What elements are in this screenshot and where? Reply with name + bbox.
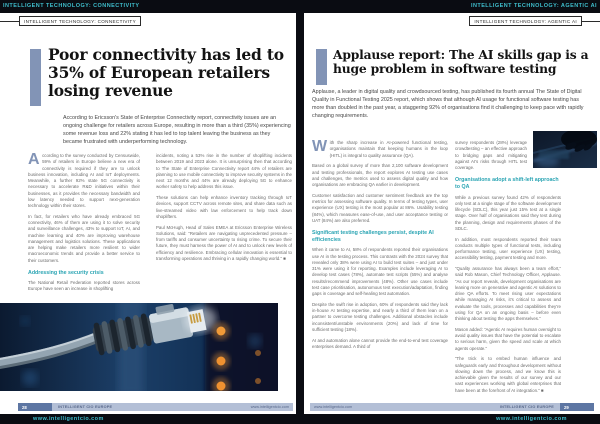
- headline-accent-bar: [30, 49, 41, 106]
- section-subheading: Significant testing challenges persist, despite AI efficiencies: [312, 230, 434, 243]
- footer-brand-label: INTELLIGENT CIO EUROPE: [58, 405, 113, 409]
- body-paragraph: According to the survey conducted by Censuswide, 59% of retailers in Europe believe a new era of connectivity is required if they are to unlock business innovation, including AI and IoT deployments. Meanwhile, a further 92% state 5G connectivity is necessary to accelerate R&D initiatives within their businesses, as it provides the necessary bandwidth and low latency needed to support next-generation technology within their stores.: [28, 151, 140, 208]
- page-footer-bar: [310, 403, 594, 411]
- body-paragraph: incidents, noting a 53% rise in the number of shoplifting incidents between 2019 and 2023 alone. It is unsurprising then that according to The State of Enterprise Connectivity report 44% of retailers are planning to use mobile connectivity to improve security systems in the next 12 months and 44% are already deploying 5G to enhance worker safety to help address this issue.: [156, 153, 292, 190]
- page-number-badge: 28: [18, 403, 52, 411]
- right-page: [304, 13, 600, 414]
- body-paragraph: “The trick is to embed human influence and safeguards early and throughout development without slowing down the process, and we know this is achievable given the results of our survey and our vast experiences working with global enterprises that have been at the forefront of AI integration.” ■: [455, 356, 561, 393]
- body-paragraph: In fact, for retailers who have already embraced 5G connectivity, 46% of them are using it to solve security and surveillance challenges, 43% to support IoT, AI, and machine learning and 40% are improving warehouse management and logistics solutions. These applications are helping make retailers more resilient to wider macroeconomic trends and provide a better service to their customers.: [28, 213, 140, 263]
- body-column-1: [28, 153, 140, 303]
- body-paragraph: “Quality assurance has always been a team effort,” said Rob Mason, Chief Technology Officer, Applause. “As our report reveals, development organisations are leaning more on generative and agentic AI solutions to drive QA efforts. To meet rising user expectations while managing AI risks, it's critical to assess and evaluate the tools, processes and capabilities they're using for QA on an ongoing basis – before even thinking about testing the apps themselves.”: [455, 266, 561, 322]
- section-runner: INTELLIGENT TECHNOLOGY: CONNECTIVITY: [19, 16, 141, 26]
- headline-accent-bar: [316, 49, 327, 85]
- ethernet-cable-photo: [0, 303, 278, 391]
- body-paragraph: Despite the swift rise in adoption, 60% of respondents said they lack in-house AI testing expertise, and nearly a third of them lean on a partner to overcome testing challenges. Additional obstacles include inconsistent/unstable environments (20%) and lack of time for sufficient testing (18%).: [312, 301, 448, 332]
- body-paragraph: The National Retail Federation reported stores across Europe have seen an increase in shoplifting: [28, 280, 140, 292]
- standfirst: Applause, a leader in digital quality and crowdsourced testing, has published its fourth annual The State of Digital Quality in Functional Testing 2025 report, which shows that although AI usage for functional software testing has more than doubled in the past year, a staggering 92% of organisations find it challenging to keep pace with rapidly changing requirements.: [312, 89, 584, 120]
- body-paragraph: Paul McHugh, Head of Sales EMEA at Ericsson Enterprise Wireless Solutions, said: “Retailers are navigating unprecedented pressure – from tariffs and consumer uncertainty to rising crime. To secure their future, they must harness the power of AI and to unlock new levels of efficiency and resilience. Embracing cellular innovation is essential to transforming operations and thriving in a rapidly changing world.” ■: [156, 224, 292, 261]
- body-paragraph: These solutions can help enhance inventory tracking through IoT devices, support CCTV across remote sites, and share data such as live-streamed video with law enforcement to help track down shoplifters.: [156, 195, 292, 219]
- page-number-badge: 29: [560, 403, 594, 411]
- top-band-left-label: INTELLIGENT TECHNOLOGY: CONNECTIVITY: [3, 3, 140, 9]
- body-column-2: [156, 153, 292, 305]
- section-runner: INTELLIGENT TECHNOLOGY: AGENTIC AI: [469, 16, 582, 26]
- top-band-right-label: INTELLIGENT TECHNOLOGY: AGENTIC AI: [470, 3, 597, 9]
- footer-website-label: www.intelligentcio.com: [314, 405, 353, 409]
- standfirst: According to Ericsson's State of Enterprise Connectivity report, connectivity issues are an ongoing challenge for retailers across Europe, resulting in more than a third (35%) experiencing some revenue loss and 22% stating it has led to top talent leaving the business as they became frustrated with underperforming technology.: [63, 115, 291, 146]
- body-paragraph: While a previous survey found 42% of respondents only test at a single stage of the software development lifecycle (SDLC), this year just 15% test at a single stage. Over half of organisations said they test during the planning, design and requirements phases of the SDLC.: [455, 194, 561, 231]
- page-footer-bar: [18, 403, 293, 411]
- body-paragraph: In addition, most respondents reported their team conducts multiple types of functional tests, including performance testing, user experience (UX) testing, accessibility testing, payment testing and more.: [455, 236, 561, 261]
- footer-brand-label: INTELLIGENT CIO EUROPE: [499, 405, 554, 409]
- body-paragraph: survey respondents (28%) leverage crowdtesting – an effective approach to bridging gaps and mitigating against AI's risks through HITL test coverage.: [455, 140, 527, 170]
- body-paragraph: When it came to AI, 58% of respondents reported their organisations use AI in the testing process. This contrasts with the 2024 survey that revealed only 38% were using AI to build test suites – and just under 31% were using it for reporting. Examples include leveraging AI to develop test cases (78%), automate test scripts (55%) and analyse results/recommend improvements (48%). Other use cases include test case prioritisation, autonomous test execution/adaptation, finding gaps in coverage and self-healing test automation.: [312, 247, 448, 297]
- body-paragraph: Customer satisfaction and customer sentiment feedback are the top metrics for assessing software quality. In terms of testing types, user experience (UX) testing is the most popular at 86%. Usability testing (84%), which measures ease-of-use, and user acceptance testing or UAT (84%) are also preferred.: [312, 192, 448, 223]
- body-paragraph: AI and automation alone cannot provide the end-to-end test coverage enterprises demand. A third of: [312, 337, 448, 349]
- runner-rule: [0, 21, 19, 22]
- footer-website-label: www.intelligentcio.com: [250, 405, 289, 409]
- article-headline: Poor connectivity has led to 35% of European retailers losing revenue: [48, 45, 284, 100]
- bottom-band-right-label: www.intelligentcio.com: [496, 416, 567, 422]
- section-subheading: Addressing the security crisis: [28, 269, 104, 276]
- runner-rule: [582, 21, 600, 22]
- drop-cap: W: [312, 138, 328, 155]
- drop-cap: A: [28, 151, 40, 168]
- article-headline: Applause report: The AI skills gap is a huge problem in software testing: [333, 47, 589, 77]
- body-paragraph: With the sharp increase in AI-powered functional testing, organisations maintain that keeping humans in the loop (HITL) is integral to quality assurance (QA).: [312, 138, 448, 158]
- left-page: [0, 13, 296, 414]
- keyboard-hands-photo: [533, 131, 597, 168]
- section-subheading: Organisations adopt a shift-left approach to QA: [455, 177, 559, 191]
- body-column-1: [312, 140, 448, 402]
- body-column-2: [455, 140, 561, 402]
- bottom-band-left-label: www.intelligentcio.com: [33, 416, 104, 422]
- body-paragraph: Based on a global survey of more than 2,100 software development and testing professionals, the report explores AI testing use cases and challenges, the metrics used to assess digital quality and how organisations are embracing QA earlier in development.: [312, 163, 448, 187]
- body-paragraph: Mason added: “Agentic AI requires human oversight to avoid quality issues that have the potential to escalate to serious harm, given the speed and scale at which agents operate.”: [455, 326, 561, 351]
